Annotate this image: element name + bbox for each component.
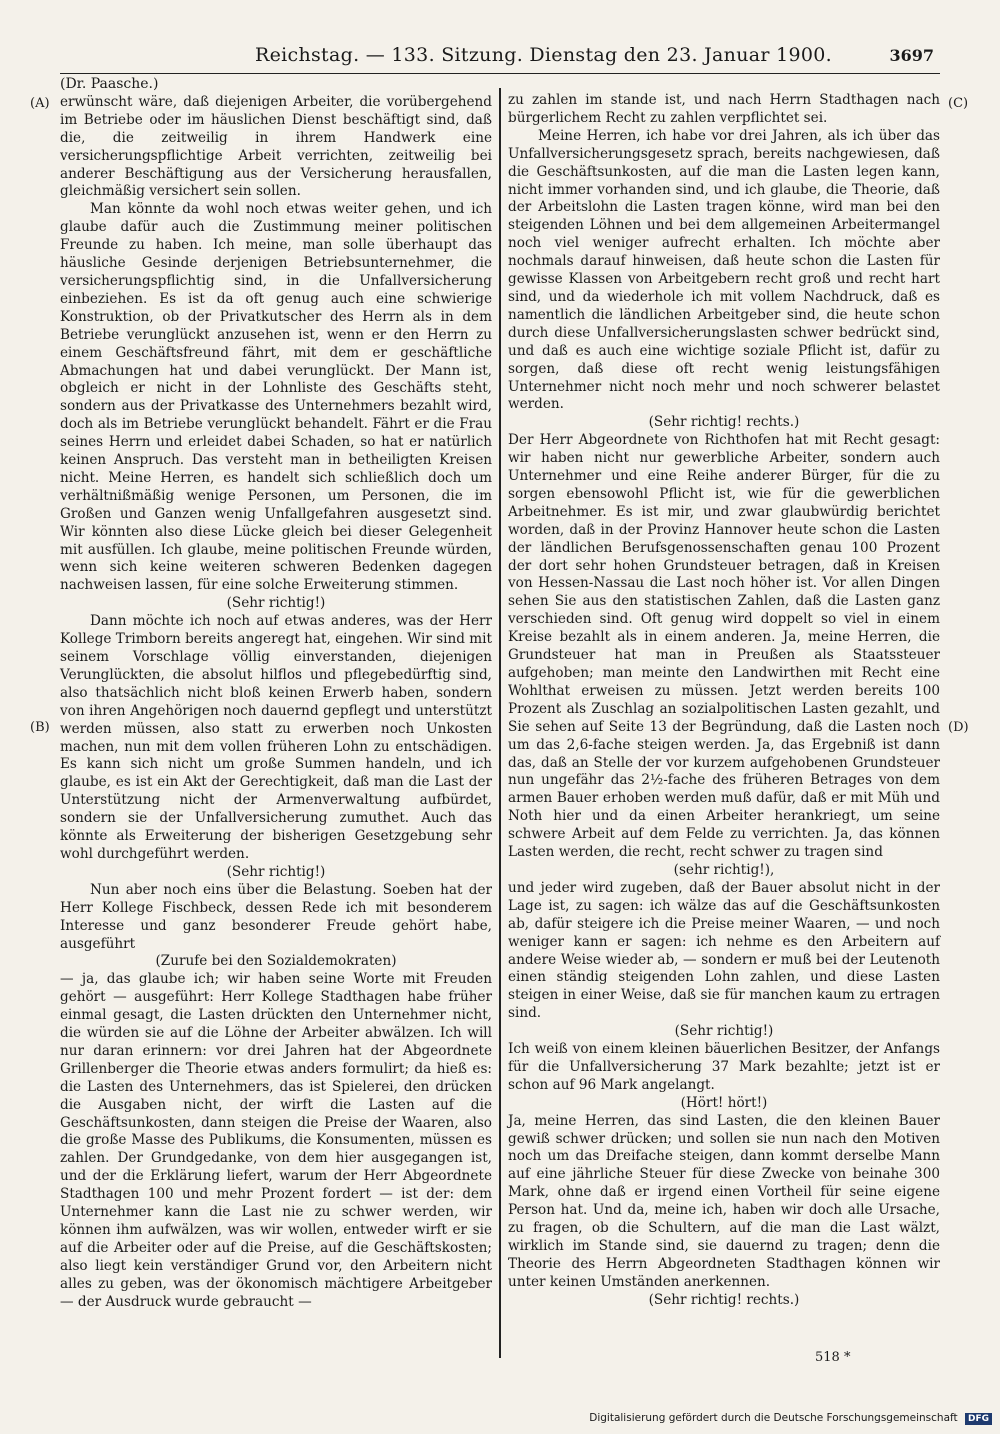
paragraph: erwünscht wäre, daß diejenigen Arbeiter, die vorübergehend im Betriebe oder im häuslichen Dienst beschäftigt sind, daß die, die zeitweilig in ihrem Handwerk eine versicherungspflichtige Arbeit verrichten, zeitweilig bei anderer Beschäftigung aus der Versicherung herausfallen, gleichmäßig versichert sein sollen. [60, 93, 492, 200]
dfg-logo: DFG [965, 1413, 992, 1425]
paragraph: — ja, das glaube ich; wir haben seine Worte mit Freuden gehört — ausgeführt: Herr Kollege Stadthagen habe früher einmal gesagt, die Lasten drückten den Unternehmer nicht, die würden sie auf die Löhne der Arbeiter abwälzen. Ich will nur daran erinnern: vor drei Jahren hat der Abgeordnete Grillenberger die Theorie etwas anders formulirt; da hieß es: die Lasten des Unternehmers, das ist Spielerei, den drücken die Ausgaben nicht, der wirft die Lasten auf die Geschäftsunkosten, dann steigen die Preise der Waaren, also die große Masse des Publikums, die Konsumenten, müssen es zahlen. Der Grundgedanke, von dem hier ausgegangen ist, und der die Erklärung liefert, warum der Herr Abgeordnete Stadthagen 100 und mehr Prozent fordert — ist der: dem Unternehmer kann die Last nie zu schwer werden, wir können ihm aufwälzen, was wir wollen, entweder wirft er sie auf die Arbeiter oder auf die Preise, auf die Geschäftskosten; also liegt kein verständiger Grund vor, den Arbeitern nicht alles zu geben, was der ökonomisch mächtigere Arbeitgeber — der Ausdruck wurde gebraucht — [60, 971, 492, 1310]
interjection: (Hört! hört!) [680, 1094, 768, 1111]
paragraph: und jeder wird zugeben, daß der Bauer absolut nicht in der Lage ist, zu sagen: ich wälze das auf die Geschäftsunkosten ab, dafür steigere ich die Preise meiner Waaren, — und noch weniger kann er sagen: ich nehme es den Arbeitern auf andere Weise wieder ab, — sondern er muß bei der Leutenoth einen ständig steigenden Lohn zahlen, und diese Lasten steigen in einer Weise, daß sie für manchen kaum zu ertragen sind. [508, 879, 940, 1022]
page-header [60, 40, 940, 70]
footer-text: Digitalisierung gefördert durch die Deutsche Forschungsgemeinschaft [589, 1412, 958, 1424]
right-column [508, 92, 940, 1310]
page-number: 3697 [889, 46, 934, 65]
paragraph: Man könnte da wohl noch etwas weiter gehen, und ich glaube dafür auch die Zustimmung meiner politischen Freunde zu haben. Ich meine, man solle überhaupt das häusliche Gesinde derjenigen Betriebsunternehmer, die versicherungspflichtig sind, in die Unfallversicherung einbeziehen. Es ist da oft genug auch eine schwierige Konstruktion, ob der Privatkutscher des Herrn als in dem Betriebe verunglückt anzusehen ist, wenn er den Herrn zu einem Geschäftsfreund fährt, mit dem er geschäftliche Abmachungen hat und dabei verunglückt. Der Mann ist, obgleich er nicht in der Lohnliste des Geschäfts steht, sondern aus der Privatkasse des Unternehmers bezahlt wird, doch als im Betriebe verunglückt behandelt. Fährt er die Frau seines Herrn und erleidet dabei Schaden, so hat er natürlich keinen Anspruch. Das versteht man in betheiligten Kreisen nicht. Meine Herren, es handelt sich schließlich doch um verhältnißmäßig wenige Personen, um Personen, die im Großen und Ganzen wenig Unfallgefahren ausgesetzt sind. Wir könnten also diese Lücke gleich bei dieser Gelegenheit mit ausfüllen. Ich glaube, meine politischen Freunde würden, wenn sich keine weiteren schweren Bedenken dagegen nachweisen lassen, für eine solche Erweiterung stimmen. [60, 201, 492, 594]
paragraph: Ich weiß von einem kleinen bäuerlichen Besitzer, der Anfangs für die Unfallversicherung 37 Mark bezahlte; jetzt ist er schon auf 96 Mark angelangt. [508, 1041, 940, 1093]
interjection: (Sehr richtig!) [226, 863, 326, 880]
paragraph: Ja, meine Herren, das sind Lasten, die den kleinen Bauer gewiß schwer drücken; und sollen sie nun nach den Motiven noch um das Dreifache steigen, dann kommt derselbe Mann auf eine jährliche Steuer für diese Zwecke von beinahe 300 Mark, ohne daß er irgend einen Vortheil für seine eigene Person hat. Und da, meine ich, haben wir doch alle Ursache, zu fragen, ob die Schultern, auf die man die Last wälzt, wirklich im Stande sind, sie dauernd zu tragen; denn die Theorie des Herrn Abgeordneten Stadthagen können wir unter keinen Umständen anerkennen. [508, 1112, 940, 1290]
margin-marker-a: (A) [30, 96, 50, 111]
interjection: (Sehr richtig!) [226, 595, 326, 612]
paragraph: Meine Herren, ich habe vor drei Jahren, als ich über das Unfallversicherungsgesetz sprach, bereits nachgewiesen, daß die Geschäftsunkosten, auf die man die Lasten legen kann, nicht immer vorhanden sind, und ich glaube, die Theorie, daß der Arbeitslohn die Lasten tragen könne, wird man bei den steigenden Löhnen und bei dem allgemeinen Arbeitermangel noch viel weniger aufrecht erhalten. Ich möchte aber nochmals darauf hinweisen, daß heute schon die Lasten für gewisse Klassen von Arbeitgebern recht groß und recht hart sind, und da wiederhole ich mit vollem Nachdruck, daß es namentlich die ländlichen Arbeitgeber sind, die heute schon durch diese Unfallversicherungslasten schwer bedrückt sind, und daß es auch eine wichtige soziale Pflicht ist, dafür zu sorgen, daß diese oft recht wenig leistungsfähigen Unternehmer nicht noch mehr und noch schwerer belastet werden. [508, 127, 940, 413]
paragraph: Der Herr Abgeordnete von Richthofen hat mit Recht gesagt: wir haben nicht nur gewerbliche Arbeiter, sondern auch Unternehmer und eine Reihe anderer Bürger, für die zu sorgen ebensowohl Pflicht ist, wie für die gewerblichen Arbeitnehmer. Es ist mir, und zwar glaubwürdig berichtet worden, daß in der Provinz Hannover heute schon die Lasten der ländlichen Berufsgenossenschaften genau 100 Prozent der dort sehr hohen Grundsteuer betragen, daß in Kreisen von Hessen-Nassau die Last noch höher ist. Vor allen Dingen sehen Sie aus den statistischen Zahlen, daß die Lasten ganz verschieden sind. Oft genug wird doppelt so viel in einem Kreise bezahlt als in einem anderen. Ja, meine Herren, die Grundsteuer hat man in Preußen als Staatssteuer aufgehoben; man meinte den Landwirthen mit Recht eine Wohlthat erweisen zu müssen. Jetzt werden bereits 100 Prozent als Zuschlag an sozialpolitischen Lasten gezahlt, und Sie sehen auf Seite 13 der Begründung, daß die Lasten noch um das 2,6-fache steigen werden. Ja, das Ergebniß ist dann das, daß an Stelle der vor kurzem aufgehobenen Grundsteuer nun ungefähr das 2½-fache des früheren Betrages von dem armen Bauer erhoben werden muß dafür, daß er mit Müh und Noth hier und da einen Arbeiter herankriegt, um seine schwere Arbeit auf dem Felde zu verrichten. Ja, das können Lasten werden, die recht, recht schwer zu tragen sind [508, 432, 940, 861]
header-title: Reichstag. — 133. Sitzung. Dienstag den 23. Januar 1900. [255, 44, 833, 66]
footer [589, 1412, 992, 1425]
column-divider [499, 88, 501, 1358]
interjection: (Sehr richtig! rechts.) [648, 1291, 800, 1308]
paragraph: zu zahlen im stande ist, und nach Herrn Stadthagen nach bürgerlichem Recht zu zahlen verpflichtet sei. [508, 92, 940, 126]
paragraph: Nun aber noch eins über die Belastung. Soeben hat der Herr Kollege Fischbeck, dessen Rede ich mit besonderem Interesse und ganz besonderer Freude gehört habe, ausgeführt [60, 881, 492, 952]
margin-marker-d: (D) [948, 720, 969, 735]
header-rule [60, 73, 940, 74]
signature-mark: 518 * [815, 1350, 851, 1365]
interjection: (Sehr richtig! rechts.) [648, 414, 800, 431]
interjection: (Sehr richtig!) [674, 1023, 774, 1040]
left-column [60, 76, 492, 1312]
margin-marker-b: (B) [30, 720, 50, 735]
interjection: (sehr richtig!), [673, 861, 775, 878]
interjection: (Zurufe bei den Sozialdemokraten) [155, 953, 397, 970]
speaker-name: (Dr. Paasche.) [60, 76, 159, 92]
margin-marker-c: (C) [948, 96, 969, 111]
paragraph: Dann möchte ich noch auf etwas anderes, was der Herr Kollege Trimborn bereits angeregt hat, eingehen. Wir sind mit seinem Vorschlage völlig einverstanden, diejenigen Verunglückten, die absolut hilflos und pflegebedürftig sind, also thatsächlich nicht bloß keinen Erwerb haben, sondern von ihren Angehörigen noch dauernd gepflegt und unterstützt werden müssen, also statt zu erwerben noch Unkosten machen, nun mit dem vollen früheren Lohn zu entschädigen. Es kann sich nicht um große Summen handeln, und ich glaube, es ist ein Akt der Gerechtigkeit, daß man die Last der Unterstützung nicht der Armenverwaltung aufbürdet, sondern sie der Unfallversicherung zumuthet. Auch das könnte als Erweiterung der bisherigen Gesetzgebung sehr wohl durchgeführt werden. [60, 613, 492, 862]
